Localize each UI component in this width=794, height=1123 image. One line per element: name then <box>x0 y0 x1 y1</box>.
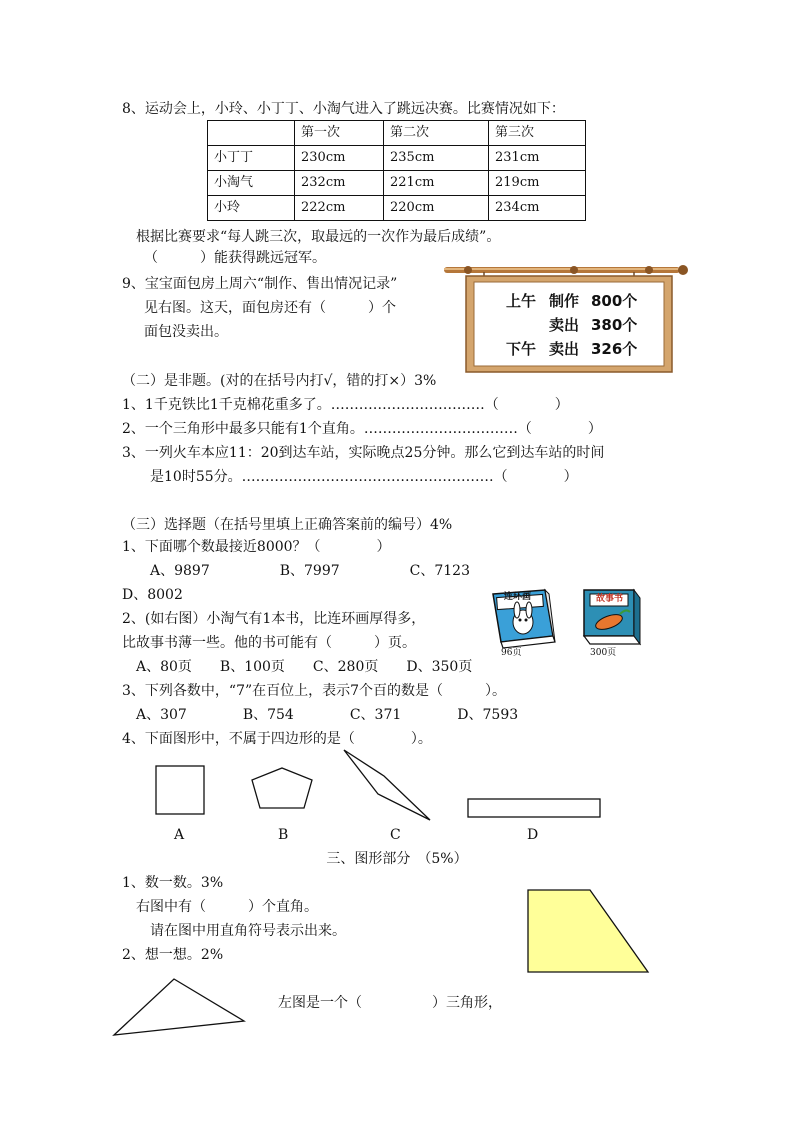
q9-line1: 9、宝宝面包房上周六“制作、售出情况记录” <box>122 276 398 292</box>
q8-intro: 8、运动会上，小玲、小丁丁、小淘气进入了跳远决赛。比赛情况如下： <box>122 101 565 117</box>
right-angle-trapezoid <box>526 888 652 976</box>
part3-q1-options: A、9897 B、7997 C、7123 <box>150 563 470 579</box>
board-made-label: 制作 <box>549 292 580 310</box>
part3-q2-line1: 2、(如右图）小淘气有1本书，比连环画厚得多， <box>122 611 426 627</box>
quadrilateral-choices <box>150 748 610 823</box>
table-header-cell: 第一次 <box>295 121 384 146</box>
board-sold-label: 卖出 <box>549 316 580 334</box>
part4-q1: 1、数一数。3% <box>122 875 224 891</box>
story-book-title: 故事书 <box>596 594 624 604</box>
q9-line2: 见右图。这天，面包房还有（ ）个 <box>144 300 396 316</box>
board-morning-label: 上午 <box>506 292 537 310</box>
table-cell: 219cm <box>489 171 586 196</box>
table-cell: 232cm <box>295 171 384 196</box>
table-row <box>208 146 586 171</box>
long-jump-table <box>207 120 586 221</box>
board-sold-value-2: 326个 <box>591 340 638 358</box>
board-sold-label-2: 卖出 <box>549 340 580 358</box>
board-afternoon-label: 下午 <box>506 340 537 358</box>
table-header-cell: 第二次 <box>384 121 489 146</box>
part2-q3-line1: 3、一列火车本应11：20到达车站，实际晚点25分钟。那么它到达车站的时间 <box>122 445 605 461</box>
shape-label-d: D <box>527 827 539 843</box>
q9-line3: 面包没卖出。 <box>144 324 228 340</box>
table-cell: 小丁丁 <box>208 146 295 171</box>
story-book-image <box>576 586 646 658</box>
part4-q2: 2、想一想。2% <box>122 947 224 963</box>
table-header-cell: 第三次 <box>489 121 586 146</box>
bakery-record-board <box>444 262 690 374</box>
shape-label-a: A <box>174 827 185 843</box>
part2-q1: 1、1千克铁比1千克棉花重多了。……………………………（ ） <box>122 397 569 413</box>
q8-rule: 根据比赛要求“每人跳三次，取最远的一次作为最后成绩”。 <box>136 229 501 245</box>
table-cell: 231cm <box>489 146 586 171</box>
shape-label-c: C <box>390 827 401 843</box>
part3-q2-line2: 比故事书薄一些。他的书可能有（ ）页。 <box>122 635 416 651</box>
comic-book-pages: 96页 <box>501 648 522 658</box>
table-cell: 220cm <box>384 196 489 221</box>
part3-q3-options: A、307 B、754 C、371 D、7593 <box>136 707 519 723</box>
table-cell: 230cm <box>295 146 384 171</box>
part4-title: 三、图形部分 （5%） <box>326 851 468 867</box>
part3-q1: 1、下面哪个数最接近8000？（ ） <box>122 539 391 555</box>
table-cell: 222cm <box>295 196 384 221</box>
board-sold-value: 380个 <box>591 316 638 334</box>
part2-title: （二）是非题。(对的在括号内打√，错的打×）3% <box>122 373 437 389</box>
table-cell: 221cm <box>384 171 489 196</box>
pentagon-shape <box>252 768 312 808</box>
rectangle-shape <box>468 799 600 817</box>
part4-q2-text: 左图是一个（ ）三角形， <box>278 995 502 1011</box>
square-shape <box>156 766 204 814</box>
obtuse-triangle <box>110 975 250 1039</box>
table-header-row <box>208 121 586 146</box>
table-row <box>208 171 586 196</box>
comic-book-image <box>487 588 559 658</box>
part4-q1-text2: 请在图中用直角符号表示出来。 <box>150 923 346 939</box>
part3-title: （三）选择题（在括号里填上正确答案前的编号）4% <box>122 517 453 533</box>
part2-q3-line2: 是10时55分。………………………………………………（ ） <box>150 469 578 485</box>
table-row <box>208 196 586 221</box>
part2-q2: 2、一个三角形中最多只能有1个直角。……………………………（ ） <box>122 421 602 437</box>
table-cell: 小玲 <box>208 196 295 221</box>
shape-label-b: B <box>278 827 289 843</box>
part3-q4: 4、下面图形中，不属于四边形的是（ ）。 <box>122 731 432 747</box>
table-header-cell <box>208 121 295 146</box>
table-cell: 234cm <box>489 196 586 221</box>
part3-q2-options: A、80页 B、100页 C、280页 D、350页 <box>136 659 473 675</box>
part3-q1-option-d: D、8002 <box>122 587 183 603</box>
parallelogram-shape <box>344 750 430 820</box>
part4-q1-text1: 右图中有（ ）个直角。 <box>136 899 318 915</box>
table-cell: 小淘气 <box>208 171 295 196</box>
part3-q3: 3、下列各数中，“7”在百位上，表示7个百的数是（ ）。 <box>122 683 507 699</box>
table-cell: 235cm <box>384 146 489 171</box>
comic-book-title: 连环画 <box>504 592 532 602</box>
q8-answer: （ ）能获得跳远冠军。 <box>144 250 326 266</box>
board-made-value: 800个 <box>591 292 638 310</box>
story-book-pages: 300页 <box>590 648 617 658</box>
